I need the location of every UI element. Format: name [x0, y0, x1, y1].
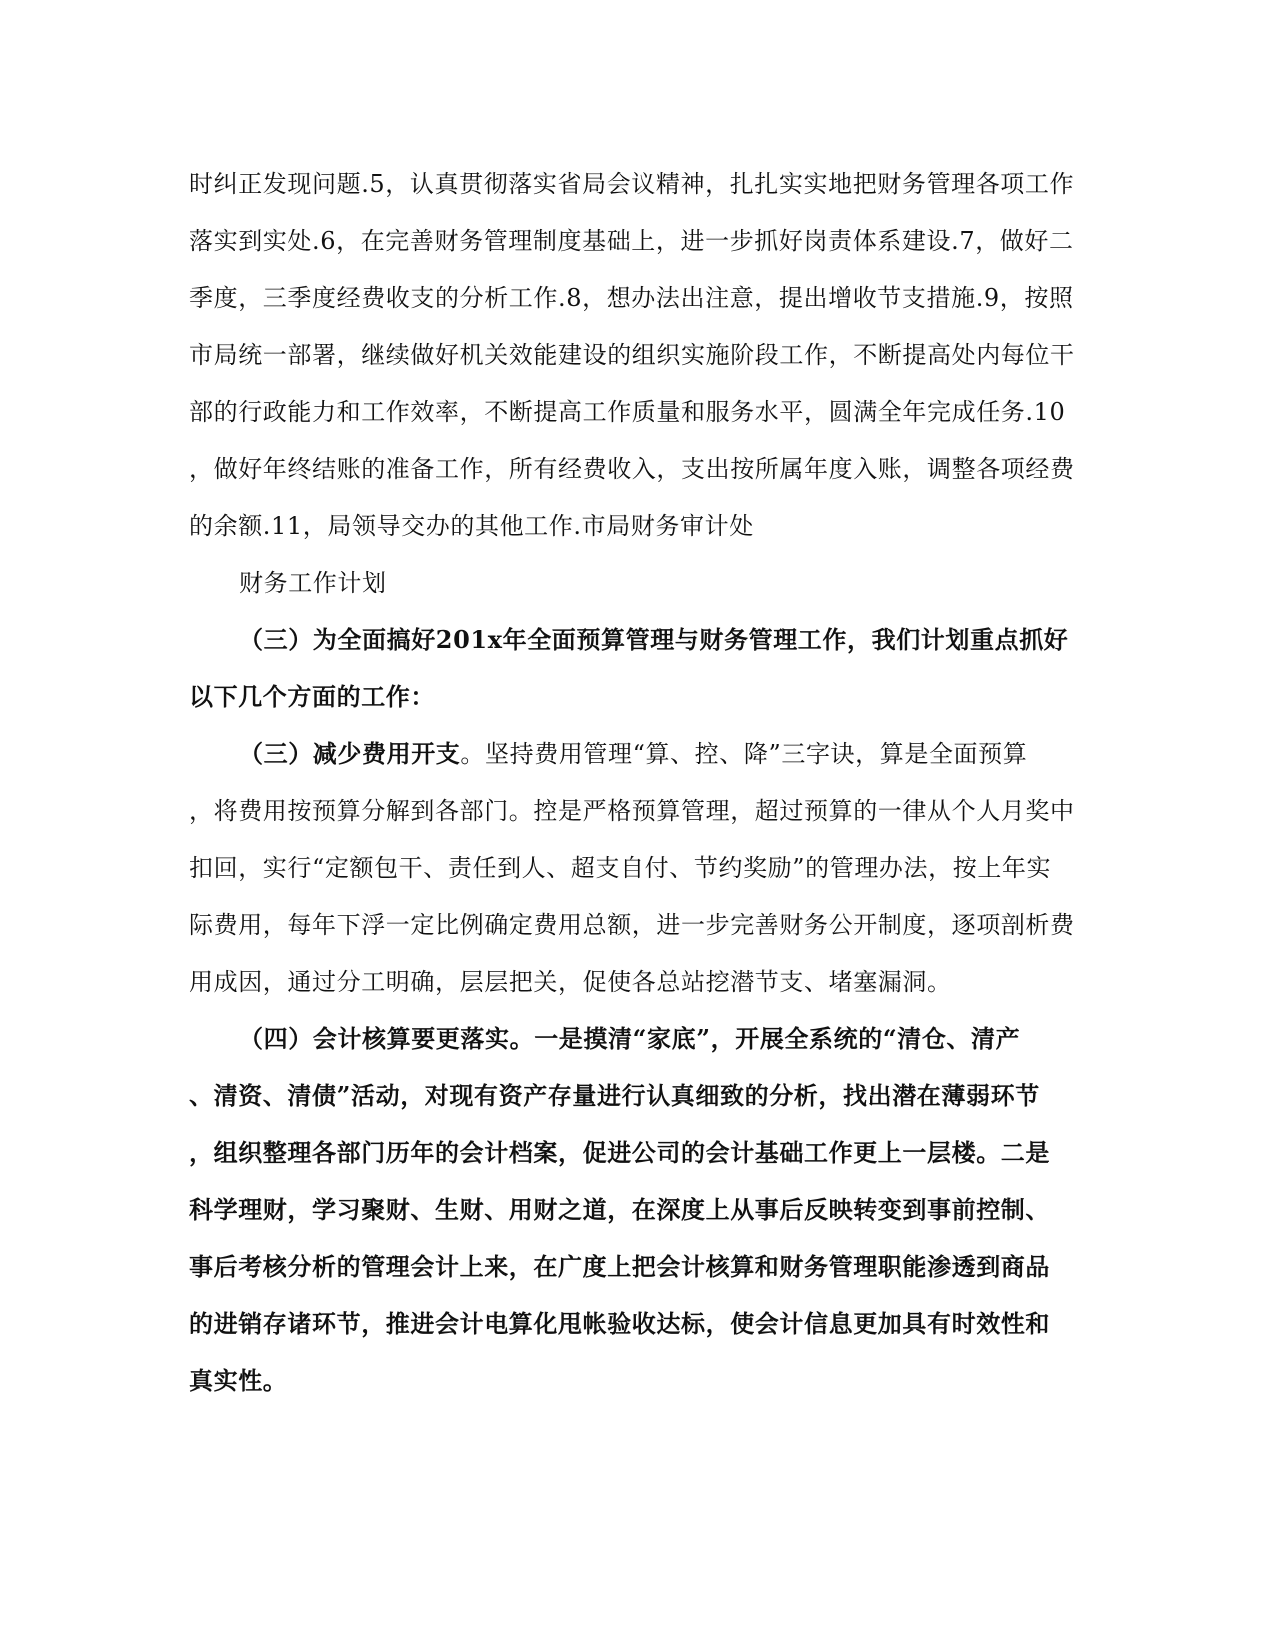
section-3b-first-line [239, 738, 1139, 770]
section-4-line: 真实性。 [189, 1366, 288, 1395]
section-4-line: ，组织整理各部门历年的会计档案，促进公司的会计基础工作更上一层楼。二是 [189, 1138, 1050, 1167]
plan-title: 财务工作计划 [239, 569, 387, 597]
body-line: 时纠正发现问题.5，认真贯彻落实省局会议精神，扎扎实实地把财务管理各项工作 [189, 170, 1075, 198]
section-3-intro-line: （三）为全面搞好201x年全面预算管理与财务管理工作，我们计划重点抓好 [239, 625, 1069, 654]
section-3b-heading: （三）减少费用开支 [239, 739, 461, 768]
section-3b-text: 。坚持费用管理“算、控、降”三字诀，算是全面预算 [460, 740, 1028, 768]
section-3b-line: 扣回，实行“定额包干、责任到人、超支自付、节约奖励”的管理办法，按上年实 [189, 854, 1052, 882]
section-4-line: 科学理财，学习聚财、生财、用财之道，在深度上从事后反映转变到事前控制、 [189, 1195, 1050, 1224]
section-4-line: 事后考核分析的管理会计上来，在广度上把会计核算和财务管理职能渗透到商品 [189, 1252, 1050, 1281]
body-line: 市局统一部署，继续做好机关效能建设的组织实施阶段工作，不断提高处内每位干 [189, 341, 1075, 369]
section-3b-line: 际费用，每年下浮一定比例确定费用总额，进一步完善财务公开制度，逐项剖析费 [189, 911, 1075, 939]
section-3-intro-line: 以下几个方面的工作： [189, 682, 435, 711]
section-4-heading: （四）会计核算要更落实 [239, 1024, 510, 1053]
section-4-text: 。一是摸清“家底”，开展全系统的“清仓、清产 [509, 1024, 1021, 1053]
section-4-line: 、清资、清债”活动，对现有资产存量进行认真细致的分析，找出潜在薄弱环节 [189, 1081, 1040, 1110]
body-line: 季度，三季度经费收支的分析工作.8，想办法出注意，提出增收节支措施.9，按照 [189, 284, 1074, 312]
body-line: 落实到实处.6，在完善财务管理制度基础上，进一步抓好岗责体系建设.7，做好二 [189, 227, 1074, 255]
body-line: 部的行政能力和工作效率，不断提高工作质量和服务水平，圆满全年完成任务.10 [189, 398, 1066, 426]
section-3b-line: ，将费用按预算分解到各部门。控是严格预算管理，超过预算的一律从个人月奖中 [189, 797, 1075, 825]
section-4-line: 的进销存诸环节，推进会计电算化甩帐验收达标，使会计信息更加具有时效性和 [189, 1309, 1050, 1338]
body-line: 的余额.11，局领导交办的其他工作.市局财务审计处 [189, 512, 754, 540]
section-3b-line: 用成因，通过分工明确，层层把关，促使各总站挖潜节支、堵塞漏洞。 [189, 968, 952, 996]
body-line: ，做好年终结账的准备工作，所有经费收入，支出按所属年度入账，调整各项经费 [189, 455, 1075, 483]
section-4-first-line [239, 1023, 1139, 1055]
